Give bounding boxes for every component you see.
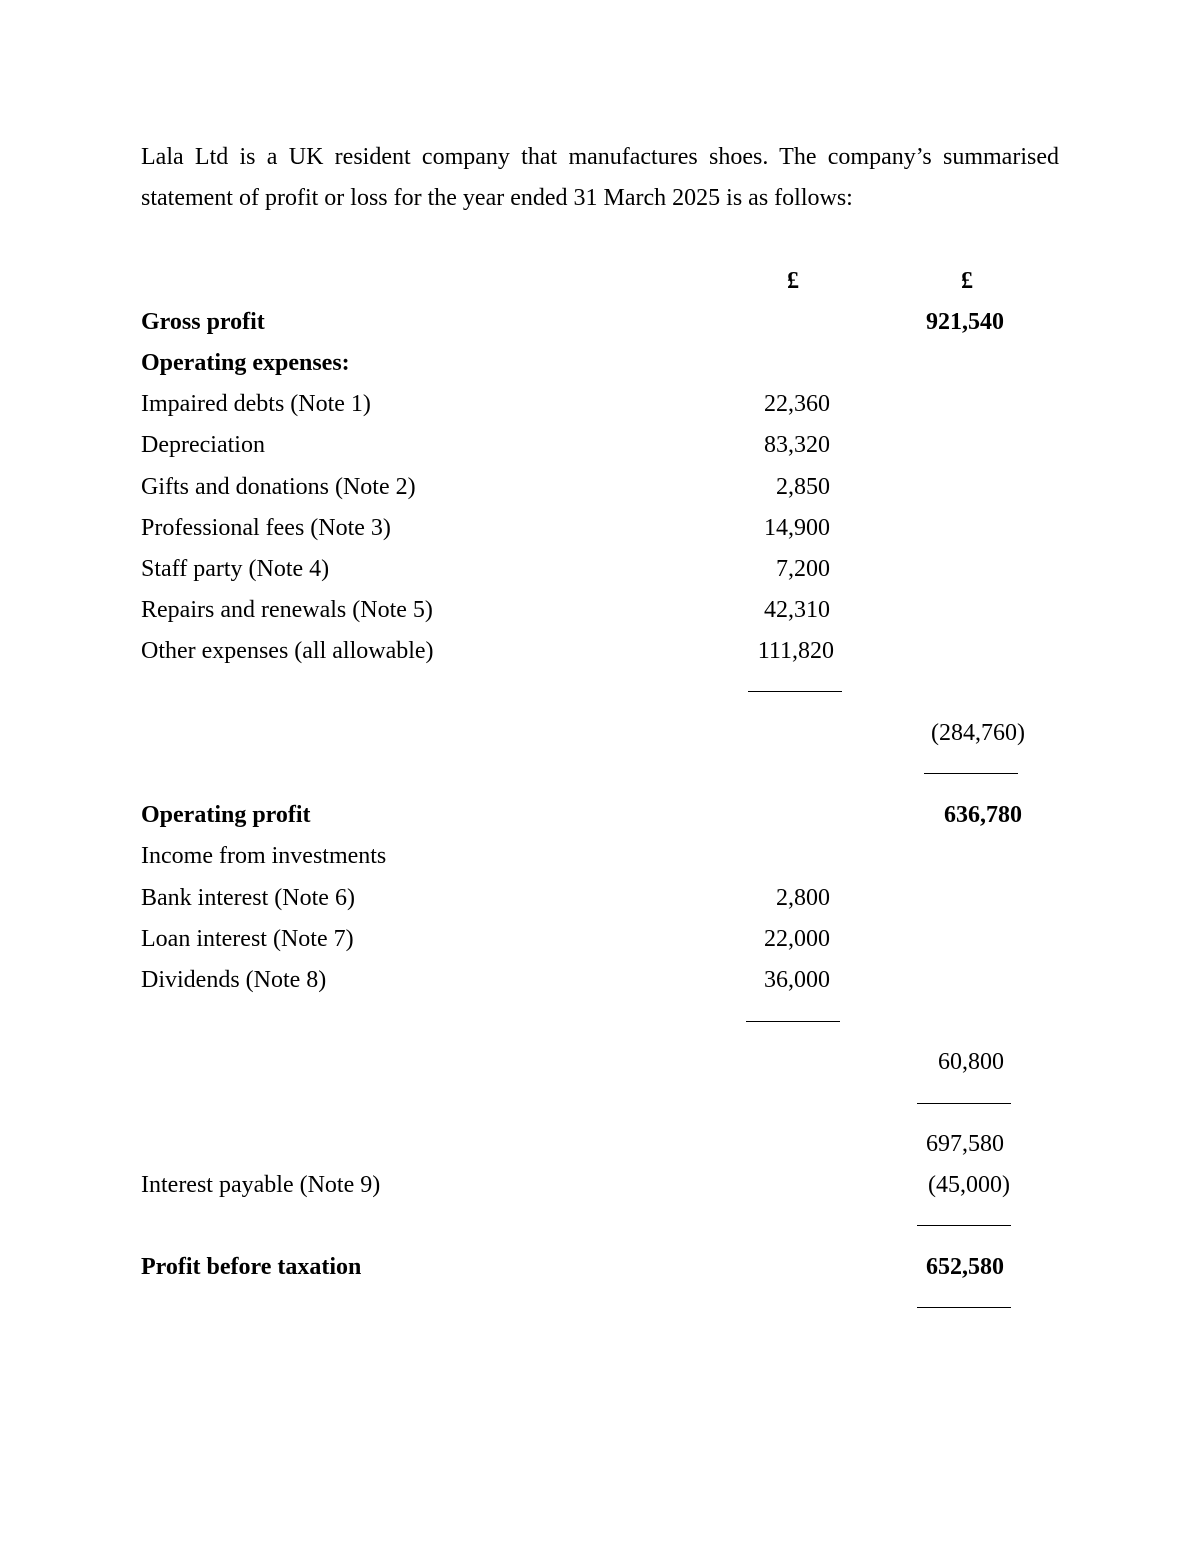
currency-header-row [141, 261, 1059, 302]
row-amount: 42,310 [764, 597, 830, 623]
expense-row [141, 384, 1059, 425]
row-amount: 14,900 [764, 515, 830, 541]
section-heading: Operating expenses: [141, 350, 350, 376]
currency-header-total: £ [961, 268, 973, 294]
expense-row [141, 425, 1059, 466]
underline-rule [746, 1021, 840, 1022]
row-amount: 7,200 [776, 556, 830, 582]
row-total: 60,800 [938, 1049, 1004, 1075]
row-amount: 2,850 [776, 474, 830, 500]
row-label: Dividends (Note 8) [141, 967, 327, 993]
interest-payable-row [141, 1165, 1059, 1206]
row-label: Interest payable (Note 9) [141, 1172, 381, 1198]
profit-before-tax-row [141, 1247, 1059, 1288]
operating-expenses-heading-row [141, 343, 1059, 384]
row-total: (45,000) [928, 1172, 1010, 1198]
operating-profit-row [141, 795, 1059, 836]
underline-rule [917, 1225, 1011, 1226]
row-label: Repairs and renewals (Note 5) [141, 597, 433, 623]
row-total: (284,760) [931, 720, 1025, 746]
row-amount: 22,360 [764, 391, 830, 417]
expenses-total-row [141, 713, 1059, 754]
investment-row [141, 960, 1059, 1001]
subtotal-row [141, 1124, 1059, 1165]
intro-paragraph: Lala Ltd is a UK resident company that manufactures shoes. The company’s summarised statement of profit or loss for the year ended 31 March 2025 is as follows: [141, 144, 1059, 211]
expense-row [141, 590, 1059, 631]
row-amount: 2,800 [776, 885, 830, 911]
expense-row [141, 467, 1059, 508]
row-label: Impaired debts (Note 1) [141, 391, 371, 417]
row-amount: 36,000 [764, 967, 830, 993]
underline-rule [748, 691, 842, 692]
row-label: Professional fees (Note 3) [141, 515, 391, 541]
row-label: Depreciation [141, 432, 265, 458]
row-label: Profit before taxation [141, 1254, 362, 1280]
row-amount: 22,000 [764, 926, 830, 952]
investment-row [141, 878, 1059, 919]
underline-rule [917, 1103, 1011, 1104]
section-heading: Income from investments [141, 843, 387, 869]
row-label: Loan interest (Note 7) [141, 926, 354, 952]
underline-rule [917, 1307, 1011, 1308]
currency-header-amount: £ [787, 268, 799, 294]
expense-row [141, 508, 1059, 549]
row-amount: 83,320 [764, 432, 830, 458]
expense-row [141, 549, 1059, 590]
investments-total-row [141, 1042, 1059, 1083]
expense-row [141, 631, 1059, 672]
underline-rule [924, 773, 1018, 774]
row-label: Gifts and donations (Note 2) [141, 474, 416, 500]
row-label: Gross profit [141, 309, 265, 335]
row-total: 697,580 [926, 1131, 1004, 1157]
row-total: 652,580 [926, 1254, 1004, 1280]
row-label: Operating profit [141, 802, 311, 828]
row-label: Bank interest (Note 6) [141, 885, 355, 911]
gross-profit-row [141, 302, 1059, 343]
investment-row [141, 919, 1059, 960]
row-label: Other expenses (all allowable) [141, 638, 434, 664]
row-label: Staff party (Note 4) [141, 556, 330, 582]
row-total: 636,780 [944, 802, 1022, 828]
investments-heading-row [141, 836, 1059, 877]
row-amount: 111,820 [757, 638, 834, 664]
row-total: 921,540 [926, 309, 1004, 335]
